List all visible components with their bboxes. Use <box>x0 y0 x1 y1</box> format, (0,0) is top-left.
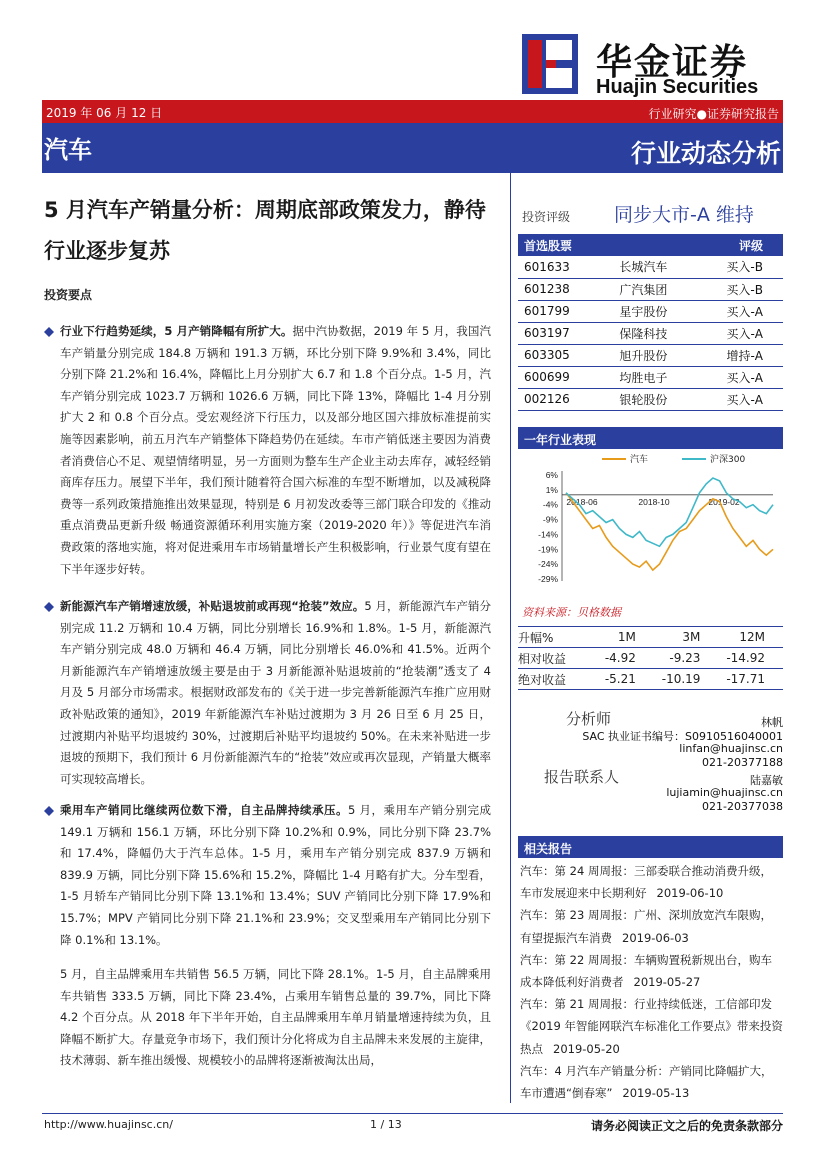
perf-cell: 绝对收益 <box>518 669 598 690</box>
stock-rating: 买入-A <box>697 388 783 410</box>
stock-name: 银轮股份 <box>589 388 696 410</box>
stock-code: 600699 <box>518 366 589 388</box>
stock-table-head-left: 首选股票 <box>518 234 697 256</box>
stock-name: 均胜电子 <box>589 366 696 388</box>
paragraph-2 <box>60 596 491 790</box>
perf-section-head: 一年行业表现 <box>518 427 783 449</box>
contact-phone: 021-20377038 <box>702 800 783 813</box>
paragraph-lead: 新能源汽车产销增速放缓，补贴退坡前或再现“抢装”效应。 <box>60 599 365 613</box>
footer-disclaimer: 请务必阅读正文之后的免责条款部分 <box>590 1119 783 1133</box>
stock-name: 广汽集团 <box>589 278 696 300</box>
perf-cell: 升幅% <box>518 627 598 648</box>
chart-legend-label: 沪深300 <box>710 455 746 465</box>
perf-cell: 1M <box>598 627 654 648</box>
related-section-head: 相关报告 <box>518 836 783 858</box>
related-report-text: 汽车：第 24 周周报：三部委联合推动消费升级，车市发展迎来中长期利好 <box>520 864 772 901</box>
perf-row <box>518 669 783 690</box>
chart-y-tick: -14% <box>538 529 558 540</box>
diamond-bullet-icon <box>44 806 54 816</box>
paragraph-body: 5 月，自主品牌乘用车共销售 56.5 万辆，同比下降 28.1%。1-5 月，自主品牌乘用车共销售 333.5 万辆，同比下降 23.4%，占乘用车销售总量的 39.7%，同比下降 4.2 个百分点。从 2018 年下半年开始，自主品牌乘用车单月销量增速持续为负，且降幅不断扩大。存量竞争市场下，我们预计分化将成为自主品牌未来发展的主旋律，技术薄弱、新车推出缓慢、规模较小的品牌将逐渐被淘汰出局， <box>60 967 491 1068</box>
analyst-role: 分析师 <box>566 710 612 728</box>
related-report-item[interactable] <box>520 949 783 993</box>
stock-table <box>518 234 783 411</box>
stock-rating: 买入-A <box>697 300 783 322</box>
stock-code: 601633 <box>518 256 589 278</box>
stock-row <box>518 388 783 410</box>
diamond-bullet-icon <box>44 602 54 612</box>
stock-code: 601238 <box>518 278 589 300</box>
perf-cell: 12M <box>718 627 783 648</box>
related-report-item[interactable] <box>520 904 783 948</box>
analyst-email[interactable]: linfan@huajinsc.cn <box>679 742 783 755</box>
stock-name: 长城汽车 <box>589 256 696 278</box>
stock-row <box>518 256 783 278</box>
analyst-block <box>522 708 783 768</box>
related-report-date: 2019-06-03 <box>622 930 689 945</box>
rating-label: 投资评级 <box>522 210 571 224</box>
related-report-date: 2019-05-13 <box>622 1086 690 1101</box>
section-label: 投资要点 <box>44 288 93 302</box>
company-logo <box>522 34 780 98</box>
related-report-item[interactable] <box>520 860 783 904</box>
paragraph-body: 5 月，新能源汽车产销分别完成 11.2 万辆和 10.4 万辆，同比分别增长 16.9%和 1.8%。1-5 月，新能源汽车产销分别完成 48.0 万辆和 46.4 万辆，同比分别增长 46.0%和 41.5%。近两个月新能源汽车产销增速放缓主要是由于 3 月新能源补贴退坡前的“抢装潮”透支了 4 月及 5 月部分市场需求。根据财政部发布的《关于进一步完善新能源汽车推广应用财政补贴政策的通知》，2019 年新能源汽车补贴过渡期为 3 月 26 日至 6 月 25 日，过渡期内补贴平均退坡约 30%，过渡期后补贴平均退坡约 50%。在未来补贴进一步退坡的预期下，我们预计 6 月份新能源汽车的“抢装”效应或再次显现，产销量大概率可实现较高增长。 <box>60 599 491 786</box>
contact-block <box>522 766 783 814</box>
sector-name: 汽车 <box>44 136 92 164</box>
report-kind: 行业动态分析 <box>630 139 781 168</box>
related-reports <box>520 860 783 1104</box>
related-report-item[interactable] <box>520 1060 783 1104</box>
perf-row <box>518 627 783 648</box>
stock-rating: 增持-A <box>697 344 783 366</box>
stock-rating: 买入-A <box>697 366 783 388</box>
footer-url[interactable]: http://www.huajinsc.cn/ <box>44 1118 173 1131</box>
report-title: 5 月汽车产销量分析：周期底部政策发力，静待行业逐步复苏 <box>44 198 486 263</box>
chart-y-tick: 6% <box>545 470 558 480</box>
perf-cell: -17.71 <box>718 669 783 690</box>
perf-cell: 3M <box>654 627 719 648</box>
perf-table <box>518 626 783 690</box>
stock-code: 603197 <box>518 322 589 344</box>
chart-y-tick: -24% <box>538 559 558 570</box>
related-report-date: 2019-05-20 <box>553 1041 620 1056</box>
rating-row <box>522 198 784 228</box>
perf-cell: -14.92 <box>718 648 783 669</box>
stock-row <box>518 278 783 300</box>
chart-y-tick: -19% <box>538 544 558 555</box>
column-divider <box>510 173 511 1103</box>
analyst-cert: SAC 执业证书编号：S0910516040001 <box>582 730 783 743</box>
stock-rating: 买入-B <box>697 278 783 300</box>
chart-x-tick: 2019-02 <box>708 496 740 507</box>
analyst-name: 林帆 <box>761 716 783 729</box>
related-report-date: 2019-05-27 <box>633 975 701 990</box>
chart-x-tick: 2018-10 <box>638 496 670 507</box>
logo-english: Huajin Securities <box>596 76 759 98</box>
chart-series-line <box>566 478 773 546</box>
rating-value: 同步大市-A 维持 <box>614 204 754 226</box>
stock-row <box>518 322 783 344</box>
related-report-item[interactable] <box>520 993 783 1060</box>
stock-code: 603305 <box>518 344 589 366</box>
industry-performance-chart <box>518 451 783 601</box>
perf-cell: 相对收益 <box>518 648 598 669</box>
stock-code: 002126 <box>518 388 589 410</box>
paragraph-3 <box>60 800 491 951</box>
related-report-text: 汽车：第 22 周周报：车辆购置税新规出台，购车成本降低利好消费者 <box>520 952 772 990</box>
stock-name: 旭升股份 <box>589 344 696 366</box>
stock-table-head-right: 评级 <box>697 234 783 256</box>
chart-y-tick: -9% <box>542 514 558 525</box>
report-type: 行业研究●证券研究报告 <box>648 107 779 121</box>
contact-name: 陆嘉敏 <box>750 774 783 787</box>
paragraph-lead: 行业下行趋势延续，5 月产销降幅有所扩大。 <box>60 324 293 338</box>
stock-code: 601799 <box>518 300 589 322</box>
stock-rating: 买入-A <box>697 322 783 344</box>
stock-name: 星宇股份 <box>589 300 696 322</box>
related-report-date: 2019-06-10 <box>656 886 724 901</box>
perf-cell: -4.92 <box>598 648 654 669</box>
related-report-text: 汽车：第 21 周周报：行业持续低迷，工信部印发《2019 年智能网联汽车标准化工作要点》带来投资热点 <box>520 997 783 1056</box>
paragraph-body: 5 月，乘用车产销分别完成 149.1 万辆和 156.1 万辆，环比分别下降 10.2%和 0.9%，同比分别下降 23.7%和 17.4%，降幅仍大于汽车总体。1-5 月，乘用车产销分别完成 837.9 万辆和 839.9 万辆，同比分别下降 15.6%和 15.2%，降幅比 1-4 月略有扩大。分车型看，1-5 月轿车产销同比分别下降 13.1%和 13.4%；SUV 产销同比分别下降 17.9%和 15.7%；MPV 产销同比分别下降 21.1%和 23.9%；交叉型乘用车产销同比分别下降 0.1%和 13.1%。 <box>60 803 491 947</box>
page-number: 1 / 13 <box>370 1118 402 1131</box>
paragraph-body: 据中汽协数据，2019 年 5 月，我国汽车产销量分别完成 184.8 万辆和 191.3 万辆，环比分别下降 9.9%和 3.4%，同比分别下降 21.2%和 16.4%，降幅比上月分别扩大 6.7 和 1.8 个百分点。1-5 月，汽车产销分别完成 1023.7 万辆和 1026.6 万辆，同比下降 13%，降幅比 1-4 月分别扩大 2 和 0.8 个百分点。受宏观经济下行压力，以及部分地区国六排放标准提前实施等因素影响，前五月汽车产销整体下降趋势仍在延续。车市产销低迷主要因为消费者消费信心不足、观望情绪明显，另一方面则为整车生产企业主动去库存，减轻经销商库存压力。展望下半年，我们预计随着符合国六标准的车型不断增加，以及减税降费等一系列政策措施推出效果显现，特别是 6 月初发改委等三部门联合印发的《推动重点消费品更新升级 畅通资源循环利用实施方案（2019-2020 年）》等促进汽车消费政策的落地实施，将对促进乘用车市场销量增长产生积极影响，行业景气度有望在下半年逐步好转。 <box>60 324 491 576</box>
contact-email[interactable]: lujiamin@huajinsc.cn <box>666 786 783 799</box>
stock-row <box>518 366 783 388</box>
stock-row <box>518 300 783 322</box>
paragraph-lead: 乘用车产销同比继续两位数下滑，自主品牌持续承压。 <box>60 803 349 817</box>
chart-source: 资料来源：贝格数据 <box>522 606 621 619</box>
stock-row <box>518 344 783 366</box>
logo-mark-icon <box>522 34 578 94</box>
stock-rating: 买入-B <box>697 256 783 278</box>
paragraph-1 <box>60 321 491 580</box>
diamond-bullet-icon <box>44 327 54 337</box>
footer-divider <box>42 1113 783 1114</box>
analyst-phone: 021-20377188 <box>702 756 783 769</box>
paragraph-4 <box>60 964 491 1072</box>
chart-x-tick: 2018-06 <box>566 496 598 507</box>
perf-cell: -9.23 <box>654 648 719 669</box>
chart-y-tick: -29% <box>538 574 558 584</box>
perf-cell: -10.19 <box>654 669 719 690</box>
perf-cell: -5.21 <box>598 669 654 690</box>
logo-chinese: 华金证券 <box>596 42 749 83</box>
perf-row <box>518 648 783 669</box>
contact-role: 报告联系人 <box>544 768 620 786</box>
stock-name: 保隆科技 <box>589 322 696 344</box>
related-report-text: 汽车：4 月汽车产销量分析：产销同比降幅扩大，车市遭遇“倒春寒” <box>520 1063 773 1101</box>
related-report-text: 汽车：第 23 周周报：广州、深圳放宽汽车限购，有望提振汽车消费 <box>520 908 772 945</box>
chart-y-tick: 1% <box>545 484 558 495</box>
chart-legend-label: 汽车 <box>630 455 649 465</box>
report-date: 2019 年 06 月 12 日 <box>46 106 163 120</box>
chart-y-tick: -4% <box>542 499 558 510</box>
